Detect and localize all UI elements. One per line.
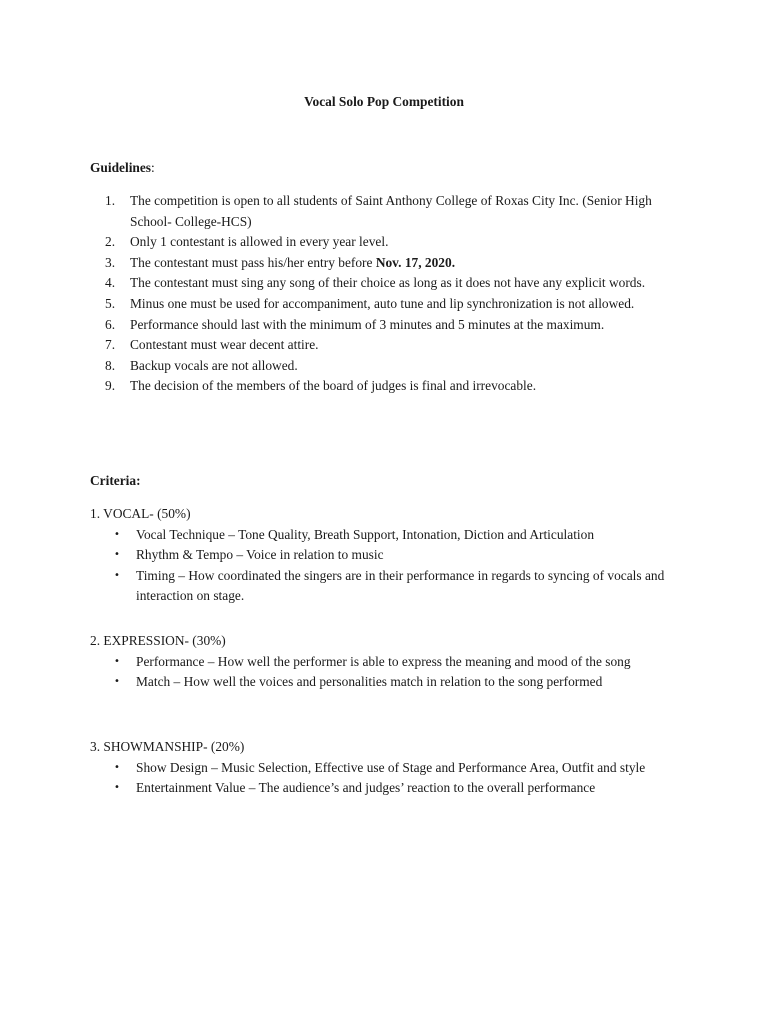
criterion-bullet-list [90,758,690,799]
guideline-number: 6. [105,316,116,332]
guidelines-heading-text: Guidelines [90,160,152,175]
guidelines-list [90,191,690,397]
criterion-bullet-list [90,652,690,693]
guideline-text: The contestant must sing any song of their choice as long as it does not have any explicit words. [130,275,646,291]
guidelines-heading-colon: : [151,160,155,175]
bullet-icon: • [114,549,120,561]
guideline-item [90,253,690,274]
criterion-bullet-item [90,758,690,779]
criterion-showmanship [90,737,690,799]
bullet-text: Performance – How well the performer is able to express the meaning and mood of the song [136,653,631,669]
guideline-item [90,376,690,397]
guidelines-heading [90,158,155,179]
bullet-text: Vocal Technique – Tone Quality, Breath Support, Intonation, Diction and Articulation [136,526,595,542]
bullet-icon: • [114,761,120,773]
bullet-icon: • [114,676,120,688]
guideline-text: The decision of the members of the board of judges is final and irrevocable. [130,378,537,394]
bullet-icon: • [114,782,120,794]
bullet-icon: • [114,655,120,667]
guideline-text: Contestant must wear decent attire. [130,337,319,353]
bullet-icon: • [114,569,120,581]
guideline-text: Performance should last with the minimum of 3 minutes and 5 minutes at the maximum. [130,316,605,332]
criterion-bullet-item [90,566,690,607]
bullet-icon: • [114,528,120,540]
bullet-text: Show Design – Music Selection, Effective use of Stage and Performance Area, Outfit and style [136,759,646,775]
bullet-text: Timing – How coordinated the singers are in their performance in regards to syncing of vocals and interaction on stage. [136,567,665,604]
guideline-item [90,294,690,315]
criterion-title: 2. EXPRESSION- (30%) [90,633,226,648]
guideline-text: The competition is open to all students of Saint Anthony College of Roxas City Inc. (Senior High School- College-HCS) [130,193,652,229]
criterion-vocal [90,504,690,607]
guideline-number: 9. [105,378,116,394]
guideline-number: 8. [105,357,116,373]
criterion-expression [90,631,690,693]
criterion-title: 1. VOCAL- (50%) [90,506,191,521]
guideline-item [90,232,690,253]
guideline-text: Backup vocals are not allowed. [130,357,298,373]
guideline-number: 1. [105,193,116,208]
guideline-item [90,356,690,377]
guideline-deadline: Nov. 17, 2020. [375,254,456,270]
criterion-bullet-item [90,525,690,546]
criteria-heading: Criteria: [90,473,141,488]
bullet-text: Rhythm & Tempo – Voice in relation to music [136,547,384,563]
guideline-text: Minus one must be used for accompaniment, auto tune and lip synchronization is not allowed. [130,295,635,311]
guideline-item [90,273,690,294]
bullet-text: Entertainment Value – The audience’s and judges’ reaction to the overall performance [136,780,596,796]
criterion-bullet-item [90,545,690,566]
criterion-bullet-list [90,525,690,607]
guideline-number: 7. [105,337,116,353]
guideline-item [90,191,690,232]
bullet-text: Match – How well the voices and personalities match in relation to the song performed [136,674,603,690]
guideline-text: The contestant must pass his/her entry before [130,254,376,270]
document-title: Vocal Solo Pop Competition [304,94,464,109]
guideline-number: 4. [105,275,116,291]
guideline-number: 3. [105,254,116,270]
guideline-text: Only 1 contestant is allowed in every year level. [130,234,389,250]
guideline-item [90,335,690,356]
criterion-bullet-item [90,778,690,799]
guideline-number: 5. [105,295,116,311]
guideline-number: 2. [105,234,116,250]
guideline-item [90,315,690,336]
criterion-title: 3. SHOWMANSHIP- (20%) [90,739,245,754]
criterion-bullet-item [90,672,690,693]
criterion-bullet-item [90,652,690,673]
